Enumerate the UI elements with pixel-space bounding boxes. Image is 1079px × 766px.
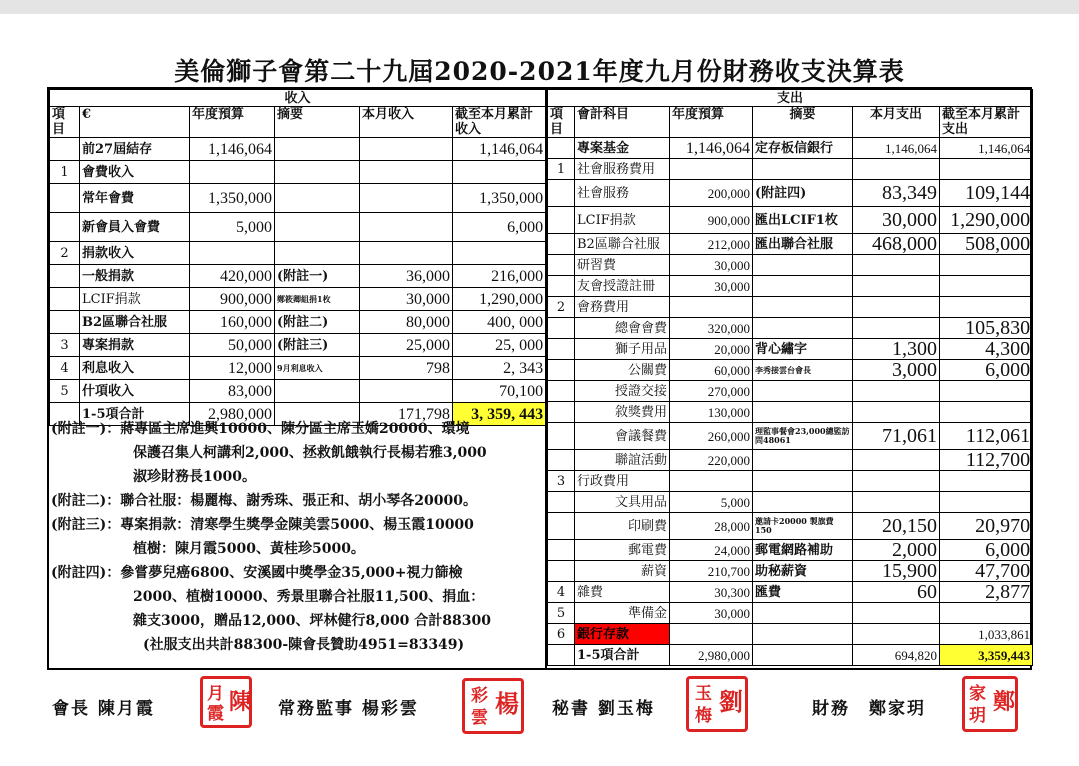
annual-budget: 30,300 xyxy=(670,582,753,603)
cumulative-expense xyxy=(940,492,1033,513)
summary-note xyxy=(753,471,853,492)
income-row xyxy=(50,242,546,265)
note-line: 2000、植樹10000、秀景里聯合社服11,500、捐血： xyxy=(133,589,485,605)
cumulative-expense: 112,700 xyxy=(940,450,1033,471)
row-number xyxy=(50,311,80,334)
income-header: 截至本月累計收入 xyxy=(453,107,546,138)
annual-budget: 1,146,064 xyxy=(670,138,753,159)
row-number xyxy=(548,492,575,513)
account-item: 社會服務費用 xyxy=(575,159,670,180)
expense-row xyxy=(548,297,1033,318)
annual-budget: 30,000 xyxy=(670,255,753,276)
expense-row xyxy=(548,492,1033,513)
cumulative-income xyxy=(453,161,546,184)
monthly-expense: 3,000 xyxy=(853,360,940,381)
summary-note: 理監事餐會23,000總監訪問48061 xyxy=(753,423,853,450)
annual-budget: 2,980,000 xyxy=(670,645,753,666)
item-name: 常年會費 xyxy=(80,184,190,213)
annual-budget: 12,000 xyxy=(190,357,275,380)
expense-row xyxy=(548,603,1033,624)
seal-secretary: 玉 梅 劉 xyxy=(686,676,748,732)
annual-budget xyxy=(670,471,753,492)
summary-note: 鄭筱卿組捐1枚 xyxy=(275,288,360,311)
cumulative-expense: 6,000 xyxy=(940,360,1033,381)
summary-note: 定存板信銀行 xyxy=(753,138,853,159)
expense-row xyxy=(548,234,1033,255)
note-line: (社服支出共計88300-陳會長贊助4951=83349) xyxy=(143,637,465,653)
summary-note: (附註三) xyxy=(275,334,360,357)
annual-budget: 30,000 xyxy=(670,603,753,624)
annual-budget: 20,000 xyxy=(670,339,753,360)
cumulative-income: 6,000 xyxy=(453,213,546,242)
cumulative-expense: 6,000 xyxy=(940,540,1033,561)
expense-header: 本月支出 xyxy=(853,107,940,138)
note-line: 淑珍財務長1000。 xyxy=(133,469,256,485)
expense-row xyxy=(548,255,1033,276)
row-number xyxy=(548,561,575,582)
summary-note: 助秘薪資 xyxy=(753,561,853,582)
cumulative-income: 1,350,000 xyxy=(453,184,546,213)
summary-note: 匯出聯合社服 xyxy=(753,234,853,255)
account-item: 社會服務 xyxy=(575,180,670,207)
summary-note: 匯費 xyxy=(753,582,853,603)
monthly-income: 80,000 xyxy=(360,311,453,334)
cumulative-expense xyxy=(940,255,1033,276)
monthly-income: 36,000 xyxy=(360,265,453,288)
cumulative-expense xyxy=(940,297,1033,318)
income-table xyxy=(49,89,546,426)
expense-row xyxy=(548,207,1033,234)
annual-budget: 260,000 xyxy=(670,423,753,450)
annual-budget: 2,980,000 xyxy=(190,403,275,426)
expense-row xyxy=(548,645,1033,666)
row-number xyxy=(548,255,575,276)
cumulative-expense xyxy=(940,276,1033,297)
annual-budget: 900,000 xyxy=(190,288,275,311)
item-name: LCIF捐款 xyxy=(80,288,190,311)
annual-budget: 212,000 xyxy=(670,234,753,255)
account-item: 印刷費 xyxy=(575,513,670,540)
row-number: 6 xyxy=(548,624,575,645)
monthly-income xyxy=(360,184,453,213)
item-name: 前27屆結存 xyxy=(80,138,190,161)
income-section-label: 收入 xyxy=(50,90,546,107)
income-row xyxy=(50,161,546,184)
expense-row xyxy=(548,450,1033,471)
cumulative-income: 400, 000 xyxy=(453,311,546,334)
summary-note xyxy=(753,450,853,471)
summary-note xyxy=(753,624,853,645)
summary-note xyxy=(753,645,853,666)
item-name: 專案捐款 xyxy=(80,334,190,357)
monthly-expense: 468,000 xyxy=(853,234,940,255)
row-number xyxy=(548,360,575,381)
expense-row xyxy=(548,381,1033,402)
monthly-expense xyxy=(853,471,940,492)
note-line: (附註三)：專案捐款：清寒學生獎學金陳美雲5000、楊玉霞10000 xyxy=(51,517,474,533)
cumulative-income xyxy=(453,242,546,265)
expense-row xyxy=(548,423,1033,450)
note-line: 植樹：陳月霞5000、黃桂珍5000。 xyxy=(133,541,365,557)
income-row xyxy=(50,184,546,213)
row-number: 4 xyxy=(50,357,80,380)
summary-note xyxy=(275,213,360,242)
monthly-expense: 20,150 xyxy=(853,513,940,540)
note-line: (附註四)：參嘗夢兒癌6800、安溪國中獎學金35,000+視力篩檢 xyxy=(51,565,463,581)
annual-budget: 220,000 xyxy=(670,450,753,471)
summary-note: 背心繡字 xyxy=(753,339,853,360)
income-row xyxy=(50,380,546,403)
row-number: 1 xyxy=(50,161,80,184)
cumulative-expense: 112,061 xyxy=(940,423,1033,450)
summary-note xyxy=(753,297,853,318)
expense-row xyxy=(548,402,1033,423)
expense-row xyxy=(548,624,1033,645)
expense-row xyxy=(548,138,1033,159)
expense-row xyxy=(548,159,1033,180)
expense-row xyxy=(548,360,1033,381)
summary-note: 李秀接雲台會長 xyxy=(753,360,853,381)
row-number xyxy=(548,450,575,471)
summary-note xyxy=(753,603,853,624)
cumulative-expense: 47,700 xyxy=(940,561,1033,582)
expense-row xyxy=(548,339,1033,360)
row-number xyxy=(548,423,575,450)
row-number: 3 xyxy=(548,471,575,492)
income-header: 項目 xyxy=(50,107,80,138)
monthly-expense: 694,820 xyxy=(853,645,940,666)
expense-row xyxy=(548,180,1033,207)
annual-budget: 320,000 xyxy=(670,318,753,339)
signature-treasurer: 財務 鄭家玥 xyxy=(812,699,926,719)
monthly-expense: 30,000 xyxy=(853,207,940,234)
cumulative-expense: 3,359,443 xyxy=(940,645,1033,666)
account-item: B2區聯合社服 xyxy=(575,234,670,255)
annual-budget: 130,000 xyxy=(670,402,753,423)
seal-auditor: 彩 雲 楊 xyxy=(462,678,524,734)
summary-note xyxy=(275,161,360,184)
annual-budget: 160,000 xyxy=(190,311,275,334)
row-number xyxy=(548,402,575,423)
expense-header: 截至本月累計支出 xyxy=(940,107,1033,138)
annual-budget: 5,000 xyxy=(670,492,753,513)
monthly-expense xyxy=(853,624,940,645)
summary-note: (附註四) xyxy=(753,180,853,207)
cumulative-expense: 4,300 xyxy=(940,339,1033,360)
cumulative-expense: 2,877 xyxy=(940,582,1033,603)
signature-auditor: 常務監事 楊彩雲 xyxy=(278,699,419,719)
annual-budget: 420,000 xyxy=(190,265,275,288)
account-item: 郵電費 xyxy=(575,540,670,561)
account-item: 研習費 xyxy=(575,255,670,276)
ledger-frame xyxy=(47,87,1032,670)
cumulative-expense: 1,146,064 xyxy=(940,138,1033,159)
annual-budget: 900,000 xyxy=(670,207,753,234)
monthly-expense xyxy=(853,318,940,339)
income-header: 摘要 xyxy=(275,107,360,138)
row-number xyxy=(548,645,575,666)
summary-note: 匯出LCIF1枚 xyxy=(753,207,853,234)
cumulative-expense xyxy=(940,402,1033,423)
seal-president: 月 霞 陳 xyxy=(200,676,252,728)
annual-budget xyxy=(190,161,275,184)
monthly-expense xyxy=(853,603,940,624)
item-name: 什項收入 xyxy=(80,380,190,403)
account-item: 雜費 xyxy=(575,582,670,603)
monthly-expense: 1,146,064 xyxy=(853,138,940,159)
expense-row xyxy=(548,276,1033,297)
summary-note xyxy=(753,492,853,513)
monthly-income xyxy=(360,380,453,403)
account-item: 友會授證註冊 xyxy=(575,276,670,297)
account-item: 準備金 xyxy=(575,603,670,624)
row-number xyxy=(548,138,575,159)
item-name: 一般捐款 xyxy=(80,265,190,288)
seal-treasurer: 家 玥 鄭 xyxy=(962,676,1018,732)
income-header: € xyxy=(80,107,190,138)
row-number: 3 xyxy=(50,334,80,357)
cumulative-expense: 109,144 xyxy=(940,180,1033,207)
income-row xyxy=(50,334,546,357)
expense-row xyxy=(548,513,1033,540)
monthly-expense: 83,349 xyxy=(853,180,940,207)
monthly-expense xyxy=(853,297,940,318)
item-name: B2區聯合社服 xyxy=(80,311,190,334)
monthly-expense xyxy=(853,450,940,471)
account-item: 總會會費 xyxy=(575,318,670,339)
account-item: 1-5項合計 xyxy=(575,645,670,666)
row-number xyxy=(548,207,575,234)
row-number xyxy=(548,540,575,561)
note-line: (附註一)：蔣專區主席進興10000、陳分區主席玉嬌20000、環境 xyxy=(51,421,470,437)
summary-note: 9月利息收入 xyxy=(275,357,360,380)
row-number: 2 xyxy=(548,297,575,318)
cumulative-expense: 1,033,861 xyxy=(940,624,1033,645)
row-number xyxy=(50,184,80,213)
top-bar xyxy=(0,0,1079,14)
summary-note xyxy=(275,184,360,213)
note-line: 雜支3000，贈品12,000、坪林健行8,000 合計88300 xyxy=(133,613,491,629)
row-number xyxy=(548,318,575,339)
row-number xyxy=(50,265,80,288)
row-number xyxy=(548,180,575,207)
summary-note xyxy=(275,380,360,403)
row-number: 2 xyxy=(50,242,80,265)
income-row xyxy=(50,138,546,161)
account-item: LCIF捐款 xyxy=(575,207,670,234)
cumulative-expense xyxy=(940,603,1033,624)
monthly-income: 798 xyxy=(360,357,453,380)
row-number xyxy=(548,339,575,360)
income-header: 年度預算 xyxy=(190,107,275,138)
summary-note xyxy=(275,242,360,265)
item-name: 新會員入會費 xyxy=(80,213,190,242)
account-item: 敘獎費用 xyxy=(575,402,670,423)
income-row xyxy=(50,213,546,242)
cumulative-income: 2, 343 xyxy=(453,357,546,380)
cumulative-expense: 1,290,000 xyxy=(940,207,1033,234)
monthly-income: 171,798 xyxy=(360,403,453,426)
cumulative-income: 216,000 xyxy=(453,265,546,288)
summary-note: (附註一) xyxy=(275,265,360,288)
account-item: 專案基金 xyxy=(575,138,670,159)
annual-budget: 50,000 xyxy=(190,334,275,357)
summary-note xyxy=(753,255,853,276)
row-number xyxy=(50,288,80,311)
annual-budget: 28,000 xyxy=(670,513,753,540)
cumulative-income: 25, 000 xyxy=(453,334,546,357)
cumulative-expense: 508,000 xyxy=(940,234,1033,255)
monthly-expense: 71,061 xyxy=(853,423,940,450)
monthly-income: 30,000 xyxy=(360,288,453,311)
annual-budget: 270,000 xyxy=(670,381,753,402)
item-name: 1-5項合計 xyxy=(80,403,190,426)
row-number: 5 xyxy=(548,603,575,624)
row-number xyxy=(548,276,575,297)
annual-budget xyxy=(670,624,753,645)
row-number: 5 xyxy=(50,380,80,403)
account-item: 授證交接 xyxy=(575,381,670,402)
summary-note xyxy=(753,402,853,423)
summary-note: (附註二) xyxy=(275,311,360,334)
summary-note xyxy=(753,276,853,297)
annual-budget xyxy=(190,242,275,265)
income-row xyxy=(50,311,546,334)
annual-budget: 83,000 xyxy=(190,380,275,403)
monthly-income xyxy=(360,161,453,184)
row-number xyxy=(50,138,80,161)
cumulative-income: 70,100 xyxy=(453,380,546,403)
item-name: 捐款收入 xyxy=(80,242,190,265)
expense-row xyxy=(548,471,1033,492)
account-item: 銀行存款 xyxy=(575,624,670,645)
annual-budget: 200,000 xyxy=(670,180,753,207)
monthly-expense: 2,000 xyxy=(853,540,940,561)
cumulative-income: 1,146,064 xyxy=(453,138,546,161)
account-item: 聯誼活動 xyxy=(575,450,670,471)
annual-budget: 5,000 xyxy=(190,213,275,242)
cumulative-expense: 105,830 xyxy=(940,318,1033,339)
expense-row xyxy=(548,318,1033,339)
signature-secretary: 秘書 劉玉梅 xyxy=(552,699,655,719)
row-number: 4 xyxy=(548,582,575,603)
item-name: 會費收入 xyxy=(80,161,190,184)
row-number xyxy=(50,213,80,242)
cumulative-expense xyxy=(940,159,1033,180)
cumulative-expense: 20,970 xyxy=(940,513,1033,540)
annual-budget: 1,350,000 xyxy=(190,184,275,213)
summary-note: 郵電網路補助 xyxy=(753,540,853,561)
row-number: 1 xyxy=(548,159,575,180)
monthly-expense xyxy=(853,402,940,423)
monthly-expense xyxy=(853,492,940,513)
row-number xyxy=(548,234,575,255)
expense-header: 年度預算 xyxy=(670,107,753,138)
summary-note xyxy=(275,138,360,161)
monthly-income xyxy=(360,242,453,265)
income-row xyxy=(50,357,546,380)
note-line: 保護召集人柯講利2,000、拯救飢餓執行長楊若雅3,000 xyxy=(133,445,487,461)
expense-table xyxy=(547,89,1033,666)
monthly-income xyxy=(360,138,453,161)
income-header: 本月收入 xyxy=(360,107,453,138)
annual-budget: 1,146,064 xyxy=(190,138,275,161)
monthly-income xyxy=(360,213,453,242)
expense-header: 摘要 xyxy=(753,107,853,138)
account-item: 行政費用 xyxy=(575,471,670,492)
page-title: 美倫獅子會第二十九屆2020-2021年度九月份財務收支決算表 xyxy=(174,57,905,86)
cumulative-income: 3, 359, 443 xyxy=(453,403,546,426)
annual-budget: 24,000 xyxy=(670,540,753,561)
account-item: 獅子用品 xyxy=(575,339,670,360)
monthly-expense xyxy=(853,276,940,297)
monthly-expense: 15,900 xyxy=(853,561,940,582)
monthly-expense xyxy=(853,159,940,180)
income-row xyxy=(50,288,546,311)
annual-budget xyxy=(670,297,753,318)
summary-note xyxy=(753,159,853,180)
expense-row xyxy=(548,582,1033,603)
account-item: 公關費 xyxy=(575,360,670,381)
monthly-income: 25,000 xyxy=(360,334,453,357)
item-name: 利息收入 xyxy=(80,357,190,380)
cumulative-income: 1,290,000 xyxy=(453,288,546,311)
monthly-expense: 1,300 xyxy=(853,339,940,360)
expense-row xyxy=(548,561,1033,582)
summary-note xyxy=(753,381,853,402)
monthly-expense xyxy=(853,255,940,276)
expense-header: 會計科目 xyxy=(575,107,670,138)
monthly-expense: 60 xyxy=(853,582,940,603)
income-notes xyxy=(49,417,545,657)
account-item: 薪資 xyxy=(575,561,670,582)
account-item: 會議餐費 xyxy=(575,423,670,450)
row-number xyxy=(548,381,575,402)
summary-note: 邀請卡20000 製旗費150 xyxy=(753,513,853,540)
annual-budget: 210,700 xyxy=(670,561,753,582)
annual-budget: 60,000 xyxy=(670,360,753,381)
account-item: 文具用品 xyxy=(575,492,670,513)
note-line: (附註二)：聯合社服：楊麗梅、謝秀珠、張正和、胡小琴各20000。 xyxy=(51,493,477,509)
annual-budget: 30,000 xyxy=(670,276,753,297)
cumulative-expense xyxy=(940,471,1033,492)
row-number xyxy=(548,513,575,540)
expense-row xyxy=(548,540,1033,561)
cumulative-expense xyxy=(940,381,1033,402)
monthly-expense xyxy=(853,381,940,402)
expense-header: 項目 xyxy=(548,107,575,138)
account-item: 會務費用 xyxy=(575,297,670,318)
income-row xyxy=(50,265,546,288)
annual-budget xyxy=(670,159,753,180)
signature-president: 會長 陳月霞 xyxy=(52,699,155,719)
summary-note xyxy=(753,318,853,339)
expense-section-label: 支出 xyxy=(548,90,1033,107)
